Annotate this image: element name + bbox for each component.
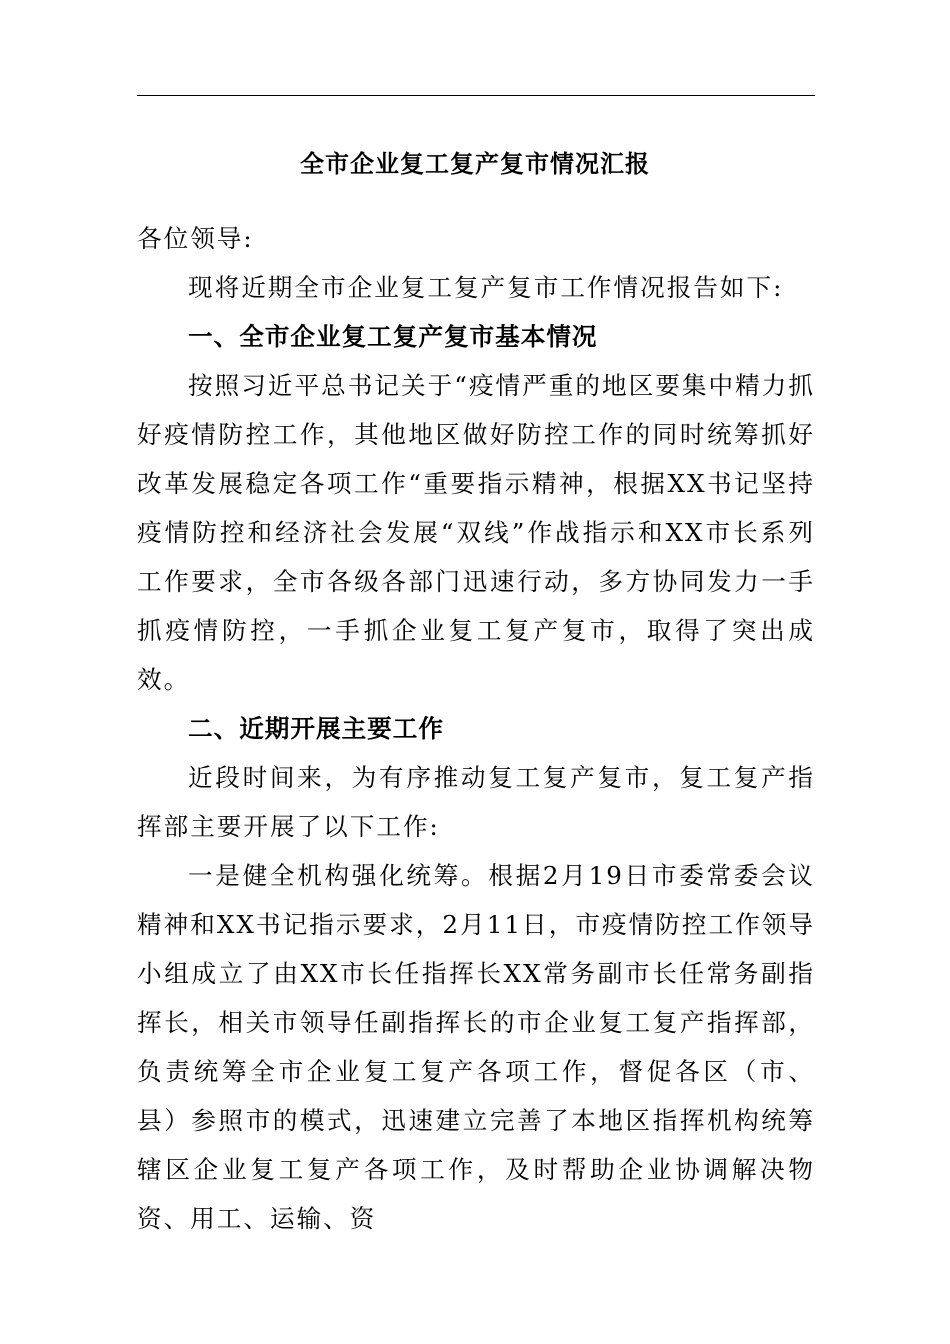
item-1-paragraph: 一是健全机构强化统筹。根据2月19日市委常委会议精神和XX书记指示要求，2月11日，市疫情防控工作领导小组成立了由XX市长任指挥长XX常务副市长任常务副指挥长，相关市领导任副指挥长的市企业复工复产指挥部，负责统筹全市企业复工复产各项工作，督促各区（市、县）参照市的模式，迅速建立完善了本地区指挥机构统筹辖区企业复工复产各项工作，及时帮助企业协调解决物资、用工、运输、资 [137,861,815,1233]
document-title: 全市企业复工复产复市情况汇报 [300,149,650,178]
section-2-heading: 二、近期开展主要工作 [188,714,444,743]
section-2-paragraph: 近段时间来，为有序推动复工复产复市，复工复产指挥部主要开展了以下工作: [137,763,815,841]
header-rule [137,95,815,96]
document-body [137,214,815,1243]
section-1-heading: 一、全市企业复工复产复市基本情况 [188,322,598,351]
greeting: 各位领导: [137,224,254,253]
section-1-paragraph: 按照习近平总书记关于“疫情严重的地区要集中精力抓好疫情防控工作，其他地区做好防控工作的同时统筹抓好改革发展稳定各项工作“重要指示精神，根据XX书记坚持疫情防控和经济社会发展“双线”作战指示和XX市长系列工作要求，全市各级各部门迅速行动，多方协同发力一手抓疫情防控，一手抓企业复工复产复市，取得了突出成效。 [137,371,815,694]
intro-paragraph: 现将近期全市企业复工复产复市工作情况报告如下: [188,273,784,302]
